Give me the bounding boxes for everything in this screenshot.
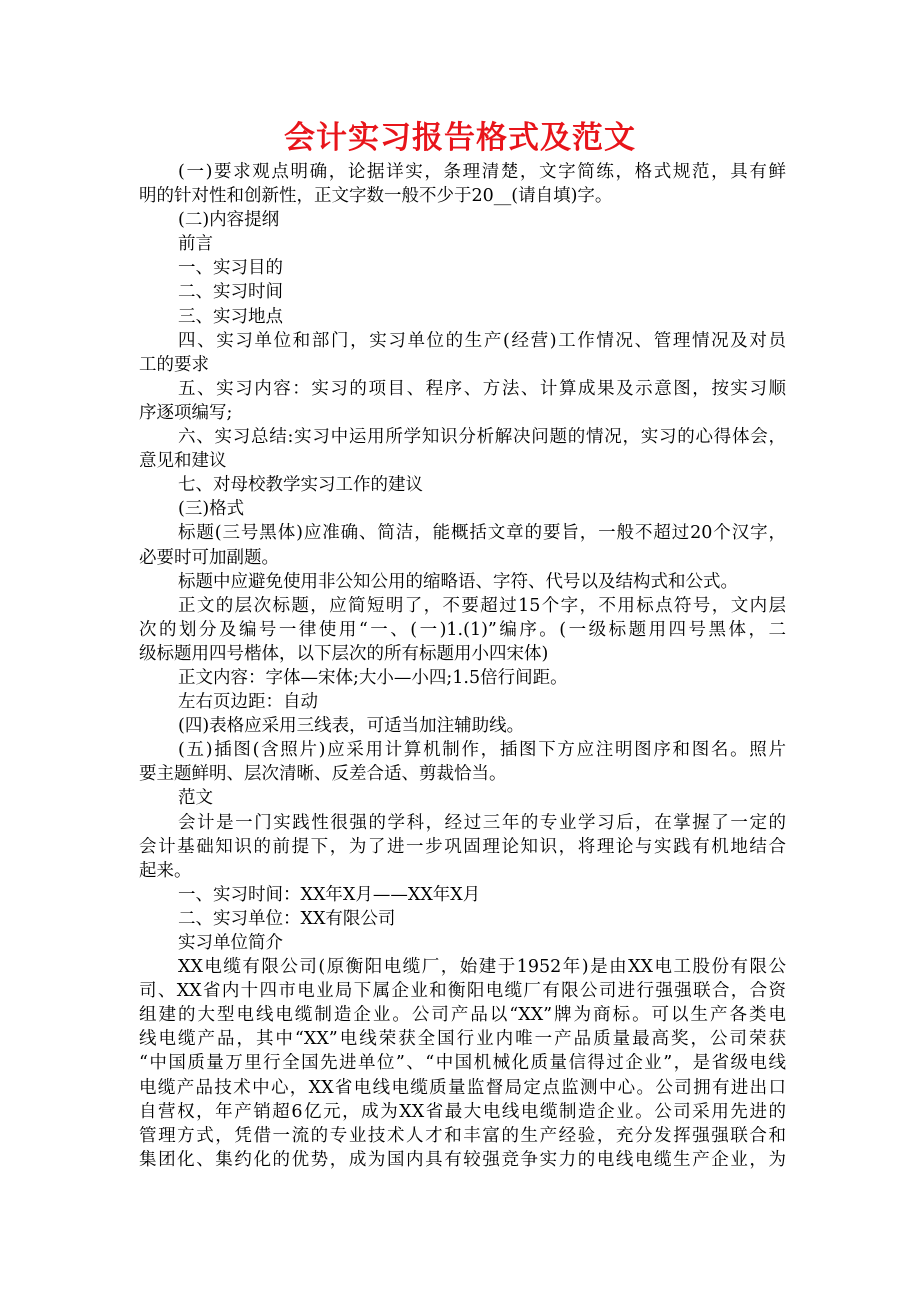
text-line: 二、实习时间 — [178, 282, 283, 303]
text-line: 一、实习目的 — [178, 258, 283, 279]
text-line: 自营权，年产销超6亿元，成为XX省最大电线电缆制造企业。公司采用先进的 — [139, 1101, 786, 1122]
paragraph — [139, 208, 786, 232]
text-line: (一)要求观点明确，论据详实，条理清楚，文字简练，格式规范，具有鲜 — [178, 162, 786, 182]
text-line: 意见和建议 — [139, 451, 227, 472]
paragraph — [139, 955, 786, 1172]
paragraph — [139, 425, 786, 473]
text-line: 范文 — [178, 788, 213, 809]
text-line: (三)格式 — [178, 499, 245, 520]
paragraph — [139, 931, 786, 955]
text-line: 正文内容：字体—宋体;大小—小四;1.5倍行间距。 — [178, 667, 568, 688]
paragraph — [139, 377, 786, 425]
paragraph — [139, 232, 786, 256]
paragraph — [139, 521, 786, 569]
text-line: 前言 — [178, 234, 213, 255]
text-line: 标题中应避免使用非公知公用的缩略语、字符、代号以及结构式和公式。 — [178, 571, 738, 592]
paragraph — [139, 883, 786, 907]
text-line: 七、对母校教学实习工作的建议 — [178, 475, 423, 496]
text-line: 会计是一门实践性很强的学科，经过三年的专业学习后，在掌握了一定的 — [178, 812, 786, 833]
paragraph — [139, 714, 786, 738]
paragraph — [139, 160, 786, 208]
text-line: (二)内容提纲 — [178, 210, 280, 231]
text-line: 电缆产品技术中心，XX省电线电缆质量监督局定点监测中心。公司拥有进出口 — [139, 1077, 786, 1098]
paragraph — [139, 329, 786, 377]
paragraph — [139, 570, 786, 594]
text-line: 四、实习单位和部门，实习单位的生产(经营)工作情况、管理情况及对员 — [178, 330, 786, 351]
text-line: 工的要求 — [139, 354, 209, 375]
text-line: 正文的层次标题，应简短明了，不要超过15个字，不用标点符号，文内层 — [178, 595, 786, 616]
text-line: 次的划分及编号一律使用“一、(一)1.(1)”编序。(一级标题用四号黑体，二 — [139, 619, 786, 640]
text-line: 司、XX省内十四市电业局下属企业和衡阳电缆厂有限公司进行强强联合，合资 — [139, 981, 786, 1002]
text-line: 必要时可加副题。 — [139, 547, 279, 568]
paragraph — [139, 786, 786, 810]
document-title: 会计实习报告格式及范文 — [284, 120, 636, 156]
text-line: 管理方式，凭借一流的专业技术人才和丰富的生产经验，充分发挥强强联合和 — [139, 1125, 786, 1146]
text-line: 组建的大型电线电缆制造企业。公司产品以“XX”牌为商标。可以生产各类电 — [139, 1005, 786, 1026]
paragraph — [139, 666, 786, 690]
text-line: 要主题鲜明、层次清晰、反差合适、剪裁恰当。 — [139, 764, 507, 785]
text-line: 标题(三号黑体)应准确、简洁，能概括文章的要旨，一般不超过20个汉字， — [178, 523, 786, 544]
paragraph — [139, 907, 786, 931]
paragraph — [139, 473, 786, 497]
paragraph — [139, 280, 786, 304]
text-line: 集团化、集约化的优势，成为国内具有较强竞争实力的电线电缆生产企业，为 — [139, 1149, 786, 1170]
text-line: 二、实习单位：XX有限公司 — [178, 908, 396, 929]
text-line: 实习单位简介 — [178, 933, 283, 953]
paragraph — [139, 594, 786, 666]
document-body — [139, 160, 786, 1172]
text-line: 线电缆产品，其中“XX”电线荣获全国行业内唯一产品质量最高奖，公司荣获 — [139, 1029, 786, 1050]
text-line: 明的针对性和创新性，正文字数一般不少于20__(请自填)字。 — [139, 186, 613, 207]
text-line: 一、实习时间：XX年X月——XX年X月 — [178, 884, 481, 905]
text-line: 级标题用四号楷体，以下层次的所有标题用小四宋体) — [139, 643, 549, 664]
text-line: (五)插图(含照片)应采用计算机制作，插图下方应注明图序和图名。照片 — [178, 740, 786, 761]
text-line: 起来。 — [139, 860, 192, 881]
paragraph — [139, 738, 786, 786]
paragraph — [139, 497, 786, 521]
text-line: 五、实习内容：实习的项目、程序、方法、计算成果及示意图，按实习顺 — [178, 378, 786, 399]
text-line: 会计基础知识的前提下，为了进一步巩固理论知识，将理论与实践有机地结合 — [139, 836, 786, 857]
text-line: XX电缆有限公司(原衡阳电缆厂，始建于1952年)是由XX电工股份有限公 — [178, 957, 786, 978]
text-line: (四)表格应采用三线表，可适当加注辅助线。 — [178, 716, 525, 737]
text-line: 六、实习总结:实习中运用所学知识分析解决问题的情况，实习的心得体会， — [178, 427, 786, 448]
paragraph — [139, 305, 786, 329]
paragraph — [139, 690, 786, 714]
text-line: 三、实习地点 — [178, 306, 283, 327]
text-line: “中国质量万里行全国先进单位”、“中国机械化质量信得过企业”，是省级电线 — [139, 1053, 786, 1074]
text-line: 左右页边距：自动 — [178, 692, 318, 713]
paragraph — [139, 256, 786, 280]
paragraph — [139, 811, 786, 883]
text-line: 序逐项编写; — [139, 402, 233, 423]
